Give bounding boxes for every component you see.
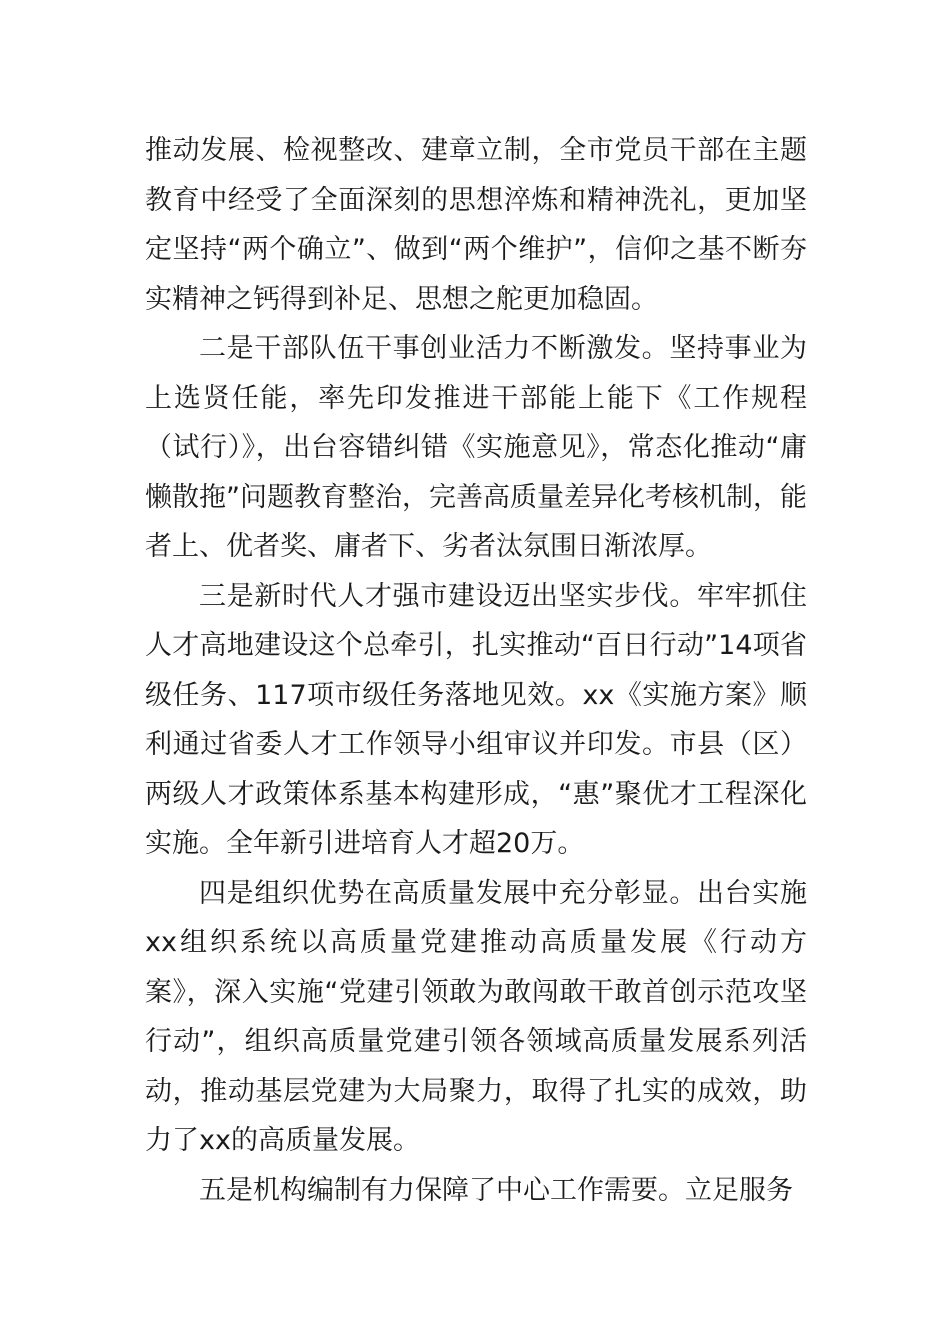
- paragraph-continuation: 推动发展、检视整改、建章立制，全市党员干部在主题教育中经受了全面深刻的思想淬炼和精神洗礼，更加坚定坚持“两个确立”、做到“两个维护”，信仰之基不断夯实精神之钙得到补足、思想之舵更加稳固。: [145, 135, 807, 315]
- paragraph-talent-city: 三是新时代人才强市建设迈出坚实步伐。牢牢抓住人才高地建设这个总牵引，扎实推动“百日行动”14项省级任务、117项市级任务落地见效。xx《实施方案》顺利通过省委人才工作领导小组审议并印发。市县（区）两级人才政策体系基本构建形成，“惠”聚优才工程深化实施。全年新引进培育人才超20万。: [145, 580, 807, 859]
- paragraph-cadre-vitality: 二是干部队伍干事创业活力不断激发。坚持事业为上选贤任能，率先印发推进干部能上能下《工作规程（试行）》，出台容错纠错《实施意见》，常态化推动“庸懒散拖”问题教育整治，完善高质量差异化考核机制，能者上、优者奖、庸者下、劣者汰氛围日渐浓厚。: [145, 333, 807, 562]
- paragraph-institution-staffing: 五是机构编制有力保障了中心工作需要。立足服务: [199, 1174, 793, 1206]
- document-body: [145, 126, 807, 1215]
- paragraph-organization-advantage: 四是组织优势在高质量发展中充分彰显。出台实施xx组织系统以高质量党建推动高质量发展《行动方案》，深入实施“党建引领敢为敢闯敢干敢首创示范攻坚行动”，组织高质量党建引领各领域高质量发展系列活动，推动基层党建为大局聚力，取得了扎实的成效，助力了xx的高质量发展。: [145, 877, 807, 1156]
